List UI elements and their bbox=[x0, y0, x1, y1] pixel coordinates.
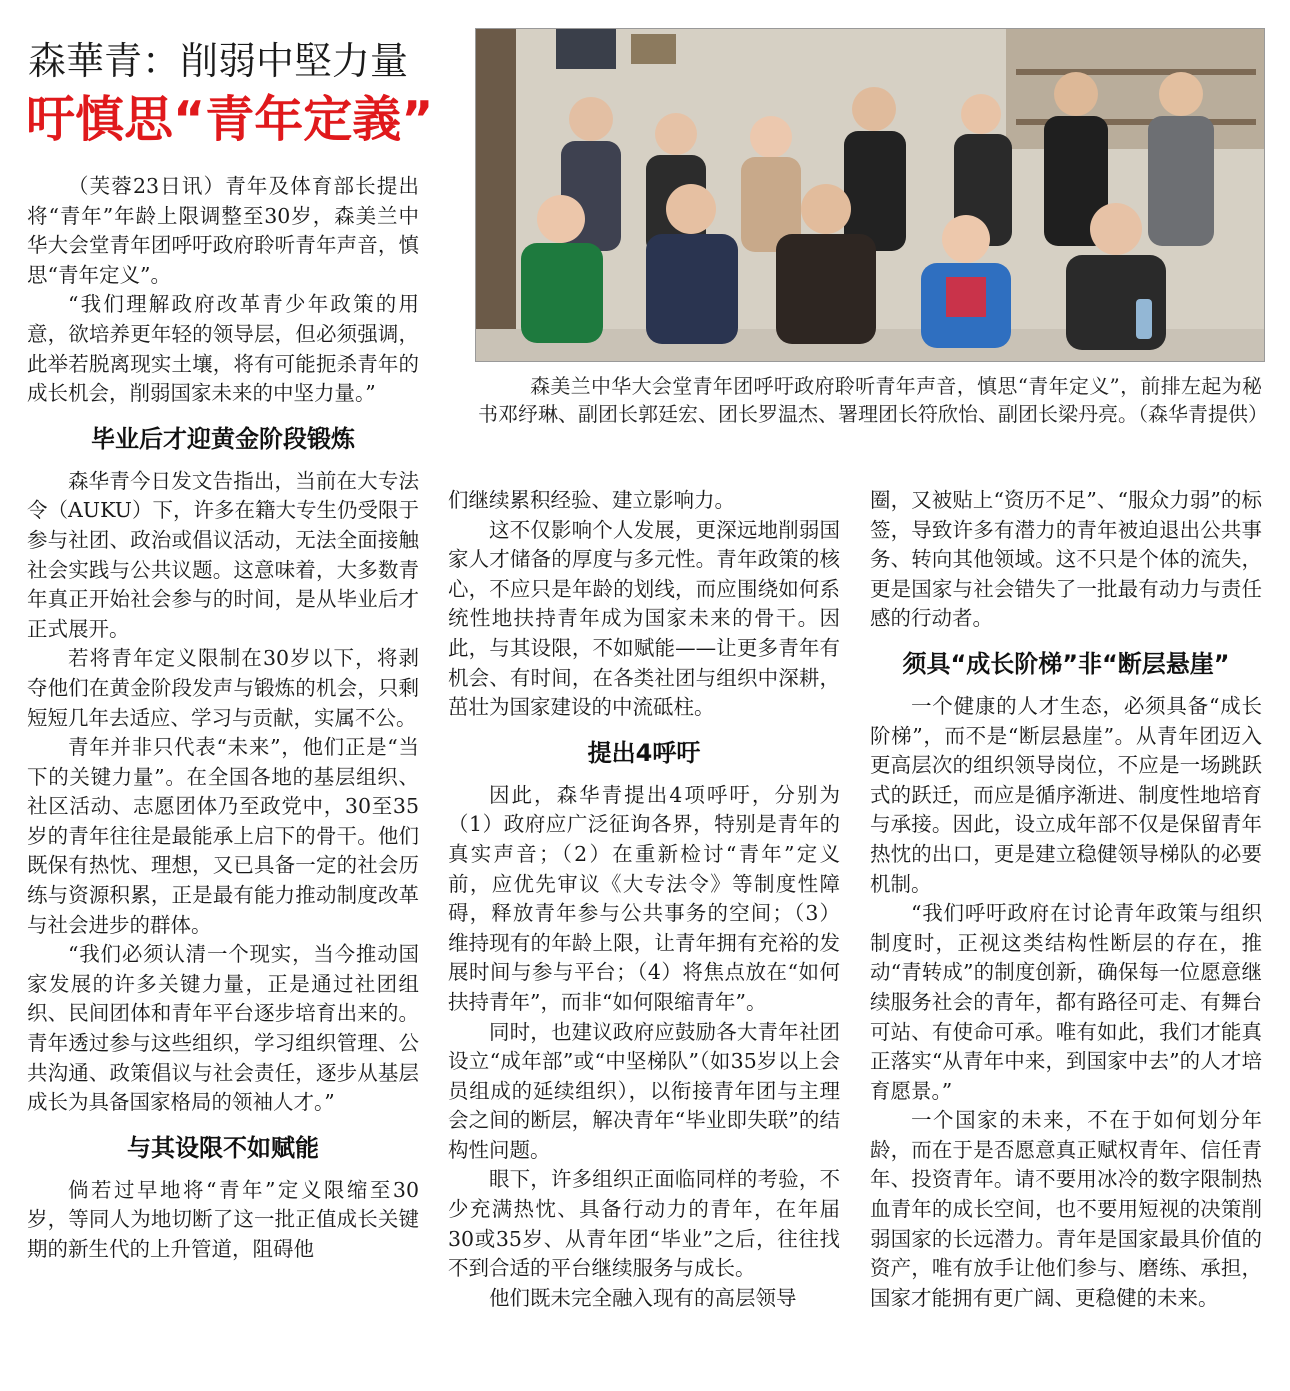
paragraph: 他们既未完全融入现有的高层领导 bbox=[489, 1285, 797, 1310]
subheading: 须具“成长阶梯”非“断层悬崖” bbox=[902, 649, 1230, 678]
article-headline: 吁慎思“青年定義” bbox=[26, 91, 434, 148]
article-column-2 bbox=[448, 486, 840, 1313]
paragraph: 因此，森华青提出4项呼吁，分别为（1）政府应广泛征询各界，特别是青年的真实声音；（2）在重新检讨“青年”定义前，应优先审议《大专法令》等制度性障碍，释放青年参与公共事务的空间；（3）维持现有的年龄上限，让青年拥有充裕的发展时间与参与平台；（4）将焦点放在“如何扶持青年”，而非“如何限缩青年”。 bbox=[448, 782, 840, 1014]
group-photo bbox=[475, 28, 1265, 362]
paragraph: 们继续累积经验、建立影响力。 bbox=[448, 488, 735, 512]
subheading: 提出4呼吁 bbox=[587, 738, 701, 767]
paragraph: 一个健康的人才生态，必须具备“成长阶梯”，而不是“断层悬崖”。从青年团迈入更高层次的组织领导岗位，不应是一场跳跃式的跃迁，而应是循序渐进、制度性地培育与承接。因此，设立成年部不仅是保留青年热忱的出口，更是建立稳健领导梯队的必要机制。 bbox=[870, 693, 1262, 896]
paragraph: 同时，也建议政府应鼓励各大青年社团设立“成年部”或“中坚梯队”（如35岁以上会员组成的延续组织），以衔接青年团与主理会之间的断层，解决青年“毕业即失联”的结构性问题。 bbox=[448, 1019, 840, 1162]
paragraph: 若将青年定义限制在30岁以下，将剥夺他们在黄金阶段发声与锻炼的机会，只剩短短几年去适应、学习与贡献，实属不公。 bbox=[27, 646, 419, 730]
photo-caption: 森美兰中华大会堂青年团呼吁政府聆听青年声音，慎思“青年定义”，前排左起为秘书邓纾琳、副团长郭廷宏、团长罗温杰、署理团长符欣怡、副团长梁丹亮。（森华青提供） bbox=[478, 374, 1268, 426]
paragraph: “我们呼吁政府在讨论青年政策与组织制度时，正视这类结构性断层的存在，推动“青转成”的制度创新，确保每一位愿意继续服务社会的青年，都有路径可走、有舞台可站、有使命可承。唯有如此，我们才能真正落实“从青年中来，到国家中去”的人才培育愿景。” bbox=[870, 901, 1262, 1103]
article-kicker: 森華青：削弱中堅力量 bbox=[28, 39, 409, 83]
article-column-3 bbox=[870, 486, 1262, 1313]
paragraph: 这不仅影响个人发展，更深远地削弱国家人才储备的厚度与多元性。青年政策的核心，不应只是年龄的划线，而应围绕如何系统性地扶持青年成为国家未来的骨干。因此，与其设限，不如赋能——让更多青年有机会、有时间，在各类社团与组织中深耕，茁壮为国家建设的中流砥柱。 bbox=[448, 517, 840, 720]
subheading: 与其设限不如赋能 bbox=[127, 1133, 319, 1162]
paragraph: （芙蓉23日讯）青年及体育部长提出将“青年”年龄上限调整至30岁，森美兰中华大会堂青年团呼吁政府聆听青年声音，慎思“青年定义”。 bbox=[27, 174, 419, 287]
paragraph: 一个国家的未来，不在于如何划分年龄，而在于是否愿意真正赋权青年、信任青年、投资青年。请不要用冰冷的数字限制热血青年的成长空间，也不要用短视的决策削弱国家的长远潜力。青年是国家最具价值的资产，唯有放手让他们参与、磨练、承担，国家才能拥有更广阔、更稳健的未来。 bbox=[870, 1108, 1262, 1310]
paragraph: 圈，又被贴上“资历不足”、“服众力弱”的标签，导致许多有潜力的青年被迫退出公共事务、转向其他领域。这不只是个体的流失，更是国家与社会错失了一批最有动力与责任感的行动者。 bbox=[870, 488, 1262, 631]
paragraph: “我们必须认清一个现实，当今推动国家发展的许多关键力量，正是通过社团组织、民间团体和青年平台逐步培育出来的。青年透过参与这些组织，学习组织管理、公共沟通、政策倡议与社会责任，逐步从基层成长为具备国家格局的领袖人才。” bbox=[27, 942, 419, 1115]
paragraph: 倘若过早地将“青年”定义限缩至30岁，等同人为地切断了这一批正值成长关键期的新生代的上升管道，阻碍他 bbox=[27, 1177, 419, 1261]
paragraph: 森华青今日发文告指出，当前在大专法令（AUKU）下，许多在籍大专生仍受限于参与社团、政治或倡议活动，无法全面接触社会实践与公共议题。这意味着，大多数青年真正开始社会参与的时间，是从毕业后才正式展开。 bbox=[27, 468, 419, 641]
paragraph: 青年并非只代表“未来”，他们正是“当下的关键力量”。在全国各地的基层组织、社区活动、志愿团体乃至政党中，30至35岁的青年往往是最能承上启下的骨干。他们既保有热忱、理想，又已具备一定的社会历练与资源积累，正是最有能力推动制度改革与社会进步的群体。 bbox=[27, 735, 419, 937]
subheading: 毕业后才迎黄金阶段锻炼 bbox=[91, 424, 355, 453]
paragraph: 眼下，许多组织正面临同样的考验，不少充满热忱、具备行动力的青年，在年届30或35岁、从青年团“毕业”之后，往往找不到合适的平台继续服务与成长。 bbox=[448, 1167, 840, 1281]
article-column-1 bbox=[27, 172, 419, 1265]
paragraph: “我们理解政府改革青少年政策的用意，欲培养更年轻的领导层，但必须强调，此举若脱离现实土壤，将有可能扼杀青年的成长机会，削弱国家未来的中坚力量。” bbox=[27, 292, 419, 406]
group-photo-illustration bbox=[476, 29, 1264, 361]
